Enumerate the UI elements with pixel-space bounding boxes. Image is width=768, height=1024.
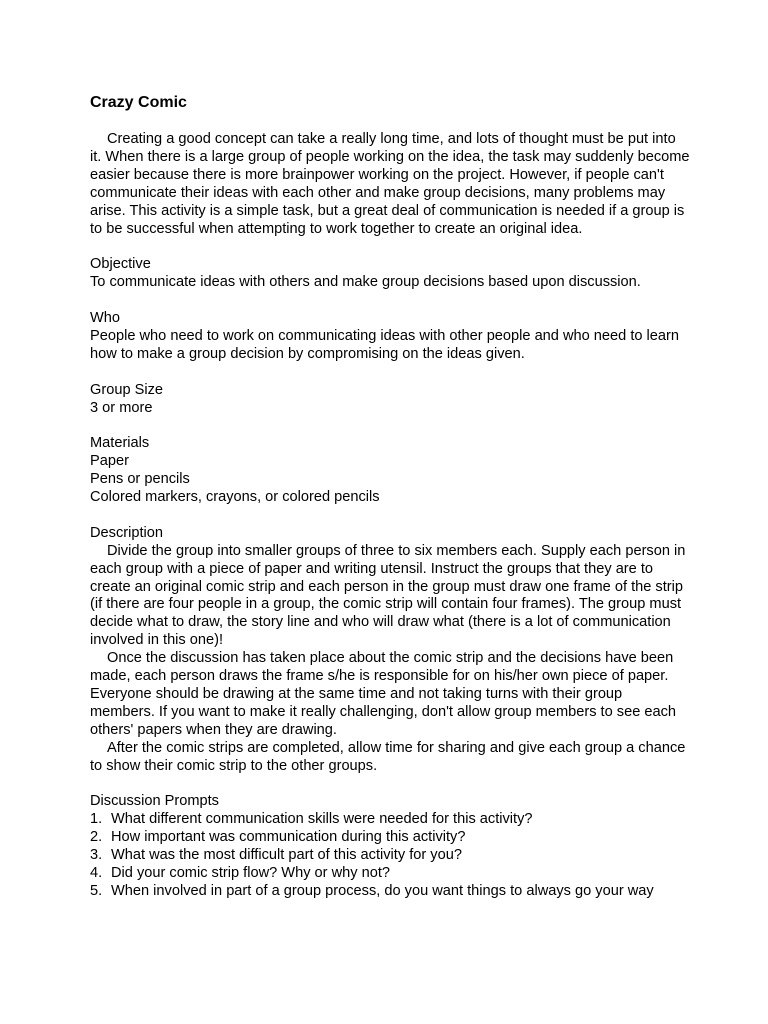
discussion-prompt-list — [90, 811, 690, 901]
description-paragraph: Divide the group into smaller groups of three to six members each. Supply each person in each group with a piece of paper and writing utensil. Instruct the groups that they are to create an original comic strip and each person in the group must draw one frame of the strip (if there are four people in a group, the comic strip will contain four frames). The group must decide what to draw, the story line and who will draw what (there is a lot of communication involved in this one)! — [90, 542, 686, 649]
group-size-section — [90, 382, 690, 418]
description-section — [90, 525, 690, 776]
discussion-prompt — [90, 865, 690, 883]
group-size-heading: Group Size — [90, 381, 164, 398]
objective-text: To communicate ideas with others and make group decisions based upon discussion. — [90, 274, 641, 291]
discussion-prompt — [90, 883, 690, 901]
who-heading: Who — [90, 310, 121, 327]
discussion-prompt — [90, 847, 690, 865]
prompt-number: 3. — [90, 847, 103, 864]
prompt-number: 1. — [90, 811, 103, 828]
prompt-number: 5. — [90, 882, 103, 899]
who-text: People who need to work on communicating ideas with other people and who need to learn how to make a group decision by compromising on the ideas given. — [90, 327, 679, 362]
prompt-text: How important was communication during this activity? — [111, 829, 466, 846]
materials-section — [90, 435, 690, 507]
discussion-prompt — [90, 811, 690, 829]
description-paragraph: After the comic strips are completed, allow time for sharing and give each group a chance to show their comic strip to the other groups. — [90, 739, 686, 774]
discussion-prompt — [90, 829, 690, 847]
document-title: Crazy Comic — [90, 94, 187, 111]
description-heading: Description — [90, 524, 163, 541]
objective-heading: Objective — [90, 256, 151, 273]
document-body — [90, 93, 690, 901]
materials-heading: Materials — [90, 435, 150, 452]
prompt-text: Did your comic strip flow? Why or why not? — [111, 865, 390, 882]
prompt-number: 2. — [90, 829, 103, 846]
materials-item: Colored markers, crayons, or colored pencils — [90, 489, 380, 506]
description-paragraph: Once the discussion has taken place about the comic strip and the decisions have been made, each person draws the frame s/he is responsible for on his/her own piece of paper. Everyone should be drawing at the same time and not taking turns with their group members. If you want to make it really challenging, don't allow group members to see each others' papers when they are drawing. — [90, 650, 677, 738]
materials-item: Pens or pencils — [90, 471, 190, 488]
discussion-heading: Discussion Prompts — [90, 793, 219, 810]
prompt-text: When involved in part of a group process, do you want things to always go your way — [111, 882, 654, 899]
objective-section — [90, 256, 690, 292]
materials-item: Paper — [90, 453, 129, 470]
group-size-text: 3 or more — [90, 399, 153, 416]
prompt-number: 4. — [90, 865, 103, 882]
prompt-text: What different communication skills were needed for this activity? — [111, 811, 533, 828]
prompt-text: What was the most difficult part of this activity for you? — [111, 847, 462, 864]
who-section — [90, 310, 690, 364]
intro-paragraph: Creating a good concept can take a really long time, and lots of thought must be put into it. When there is a large group of people working on the idea, the task may suddenly become easier because there is more brainpower working on the project. However, if people can't communicate their ideas with each other and make group decisions, many problems may arise. This activity is a simple task, but a great deal of communication is needed if a group is to be successful when attempting to work together to create an original idea. — [90, 131, 690, 237]
discussion-section — [90, 793, 690, 900]
